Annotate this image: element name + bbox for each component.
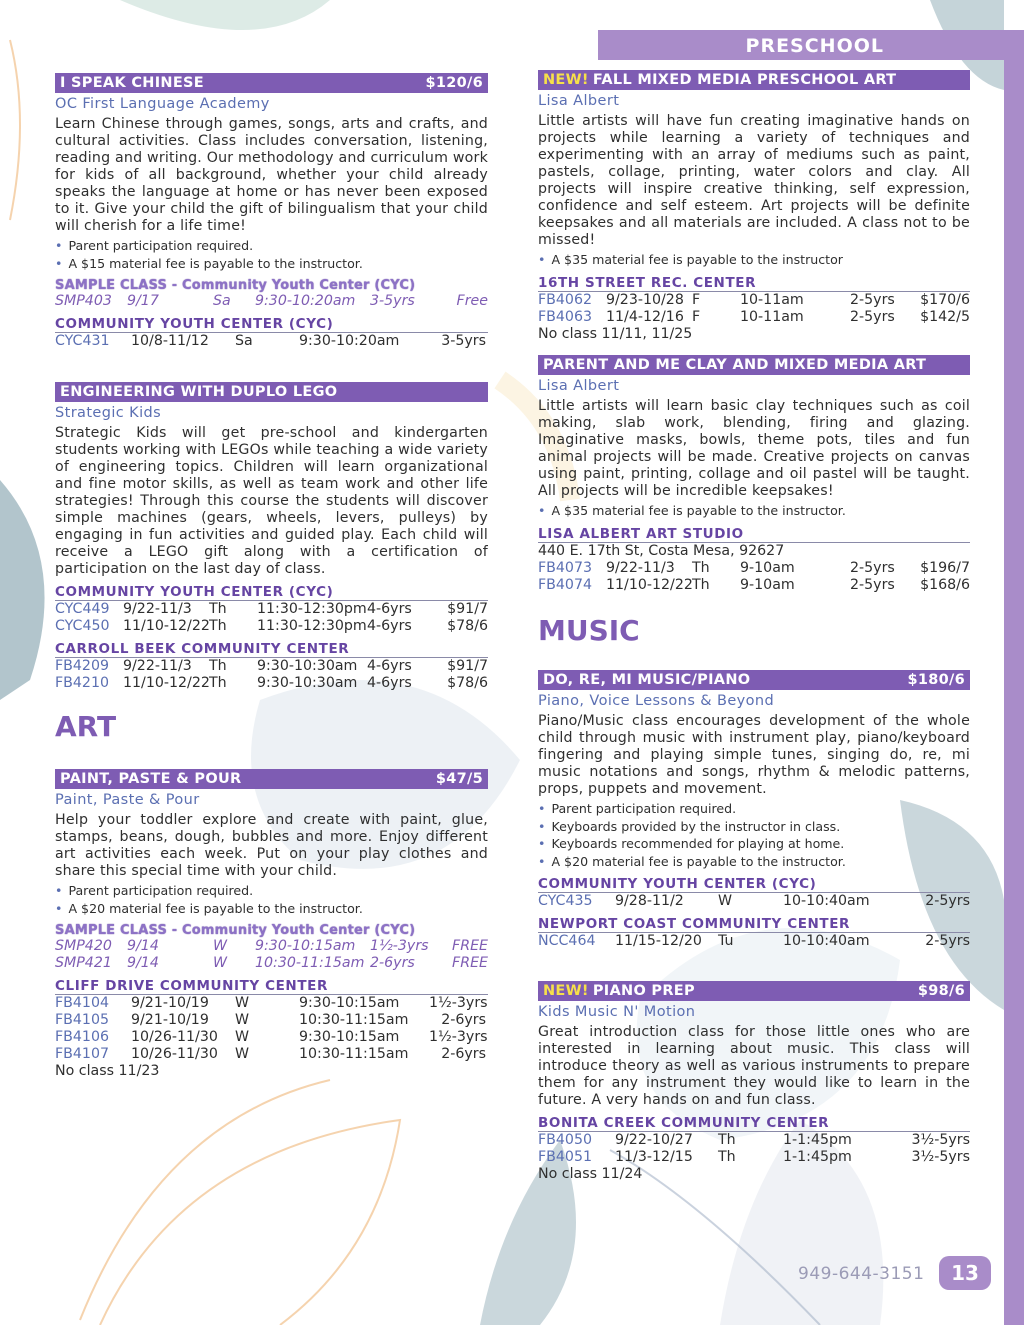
class-row: CYC450 11/10-12/22 Th 11:30-12:30pm 4-6yrs $78/6	[55, 618, 488, 634]
course-price: $120/6	[425, 75, 483, 91]
sample-class-row: SMP421 9/14 W 10:30-11:15am 2-6yrs FREE	[55, 955, 488, 971]
location-heading: NEWPORT COAST COMMUNITY CENTER	[538, 916, 970, 933]
location-heading: BONITA CREEK COMMUNITY CENTER	[538, 1115, 970, 1132]
class-row: FB4050 9/22-10/27 Th 1-1:45pm 3½-5yrs	[538, 1132, 970, 1148]
new-badge: NEW!	[543, 983, 589, 999]
class-row: FB4105 9/21-10/19 W 10:30-11:15am 2-6yrs	[55, 1012, 486, 1028]
class-row: CYC449 9/22-11/3 Th 11:30-12:30pm 4-6yrs $91/7	[55, 601, 488, 617]
location-heading: COMMUNITY YOUTH CENTER (CYC)	[55, 316, 488, 333]
course-price: $98/6	[917, 983, 965, 999]
course-notes	[538, 800, 970, 870]
location-heading: CLIFF DRIVE COMMUNITY CENTER	[55, 978, 488, 995]
course-do-re-mi	[538, 670, 970, 950]
course-description: Learn Chinese through games, songs, arts and crafts, and cultural activities. Class includes conversation, listening, reading and writing. Our methodology and curriculum work for kids of all background, whether your child already speaks the language at home or has never been exposed to it. Give your child the gift of bilingualism that your child will cherish for a life time!	[55, 116, 488, 234]
section-heading-art: ART	[55, 710, 117, 743]
class-row: FB4074 11/10-12/22 Th 9-10am 2-5yrs $168/6	[538, 576, 970, 593]
course-description: Little artists will learn basic clay techniques such as coil making, slab work, blending, firing and glazing. Imaginative masks, bowls, theme pots, tiles and fun animal projects will be made. Creative projects on canvas using paint, printing, collage and oil pastel will be taught. All projects will be incredible keepsakes!	[538, 398, 970, 499]
class-row: FB4073 9/22-11/3 Th 9-10am 2-5yrs $196/7	[538, 559, 970, 576]
sample-class-row: SMP420 9/14 W 9:30-10:15am 1½-3yrs FREE	[55, 938, 488, 954]
class-row: FB4210 11/10-12/22 Th 9:30-10:30am 4-6yrs $78/6	[55, 675, 488, 691]
course-description: Great introduction class for those little ones who are interested in learning about music. This class will introduce theory as well as various instruments to prepare them for any instrument they would like to learn in the future. A very hands on and fun class.	[538, 1024, 970, 1108]
no-class-note: No class 11/11, 11/25	[538, 325, 693, 342]
location-heading: CARROLL BEEK COMMUNITY CENTER	[55, 641, 488, 658]
class-row: FB4104 9/21-10/19 W 9:30-10:15am 1½-3yrs	[55, 995, 488, 1011]
class-row: FB4062 9/23-10/28 F 10-11am 2-5yrs $170/6	[538, 291, 970, 308]
no-class-note: No class 11/24	[538, 1166, 643, 1182]
course-title-bar	[55, 769, 488, 789]
class-row: FB4209 9/22-11/3 Th 9:30-10:30am 4-6yrs $91/7	[55, 658, 488, 674]
new-badge: NEW!	[543, 72, 589, 88]
course-note: • A $20 material fee is payable to the instructor.	[538, 853, 970, 871]
course-provider: Paint, Paste & Pour	[55, 792, 200, 808]
course-title: FALL MIXED MEDIA PRESCHOOL ART	[592, 72, 897, 88]
course-title: PIANO PREP	[592, 983, 695, 999]
course-title-bar	[538, 70, 970, 90]
course-note: • A $20 material fee is payable to the instructor.	[55, 900, 488, 918]
course-description: Strategic Kids will get pre-school and kindergarten students working with LEGOs while teaching a wide variety of engineering topics. Children will learn organizational and fine motor skills, as well as team work and other life strategies! Through this course the students will discover simple machines (gears, wheels, levers, pulleys) by engaging in fun activities and guided play. Each child will receive a LEGO gift along with a certification of participation on the last day of class.	[55, 425, 488, 577]
page-number: 13	[939, 1256, 991, 1290]
course-description: Little artists will have fun creating imaginative hands on projects while learning a variety of techniques and experimenting with an array of mediums such as paint, pastels, collage, printing, water colors and clay. All projects will inspire creative thinking, self expression, confidence and self esteem. Art projects will be definite keepsakes and all materials are included. A class not to be missed!	[538, 113, 970, 248]
course-notes	[55, 882, 488, 917]
course-title-bar	[538, 670, 970, 690]
class-row: FB4107 10/26-11/30 W 10:30-11:15am 2-6yrs	[55, 1046, 486, 1062]
course-parent-me-clay	[538, 355, 970, 594]
course-notes	[538, 502, 970, 520]
course-note: • A $35 material fee is payable to the instructor.	[538, 502, 970, 520]
sample-class-label: SAMPLE CLASS - Community Youth Center (CYC)	[55, 923, 416, 938]
course-price: $180/6	[907, 672, 965, 688]
course-title-bar	[55, 382, 488, 402]
sample-class-row: SMP403 9/17 Sa 9:30-10:20am 3-5yrs Free	[55, 293, 488, 309]
location-heading: LISA ALBERT ART STUDIO	[538, 526, 970, 543]
course-description: Piano/Music class encourages development of the whole child through music with instrument play, piano/keyboard fingering and playing simple tunes, singing do, re, mi music notations and songs, rhythm & melodic patterns, props, puppets and movement.	[538, 713, 970, 797]
class-row: FB4051 11/3-12/15 Th 1-1:45pm 3½-5yrs	[538, 1149, 970, 1165]
course-provider: Lisa Albert	[538, 93, 620, 109]
location-heading: COMMUNITY YOUTH CENTER (CYC)	[55, 584, 488, 601]
course-note: • A $15 material fee is payable to the instructor.	[55, 255, 488, 273]
location-address: 440 E. 17th St, Costa Mesa, 92627	[538, 542, 785, 559]
course-title: I SPEAK CHINESE	[60, 75, 204, 91]
location-heading: 16TH STREET REC. CENTER	[538, 275, 970, 292]
section-banner: PRESCHOOL	[598, 30, 1024, 60]
course-title: PAINT, PASTE & POUR	[60, 771, 242, 787]
course-price: $47/5	[435, 771, 483, 787]
course-description: Help your toddler explore and create with paint, glue, stamps, beans, dough, bubbles and more. Enjoy different art activities each week. Put on your play clothes and share this special time with your child.	[55, 812, 488, 879]
location-heading: COMMUNITY YOUTH CENTER (CYC)	[538, 876, 970, 893]
no-class-note: No class 11/23	[55, 1063, 160, 1079]
course-provider: Kids Music N' Motion	[538, 1004, 696, 1020]
course-fall-mixed-media	[538, 70, 970, 343]
course-note: • Parent participation required.	[538, 800, 970, 818]
section-heading-music: MUSIC	[538, 614, 640, 647]
course-title: PARENT AND ME CLAY AND MIXED MEDIA ART	[543, 357, 927, 373]
class-row: FB4106 10/26-11/30 W 9:30-10:15am 1½-3yrs	[55, 1029, 488, 1045]
sample-class-label: SAMPLE CLASS - Community Youth Center (CYC)	[55, 278, 416, 293]
course-note: • Keyboards provided by the instructor in class.	[538, 818, 970, 836]
course-title: ENGINEERING WITH DUPLO LEGO	[60, 384, 338, 400]
course-notes	[538, 251, 970, 269]
course-title-bar	[538, 355, 970, 375]
right-edge-strip	[1004, 30, 1024, 1325]
course-paint-paste-pour	[55, 769, 488, 1080]
class-row: CYC431 10/8-11/12 Sa 9:30-10:20am 3-5yrs	[55, 333, 486, 349]
course-piano-prep	[538, 981, 970, 1183]
class-row: NCC464 11/15-12/20 Tu 10-10:40am 2-5yrs	[538, 933, 970, 949]
class-row: FB4063 11/4-12/16 F 10-11am 2-5yrs $142/5	[538, 308, 970, 325]
class-row: CYC435 9/28-11/2 W 10-10:40am 2-5yrs	[538, 893, 970, 909]
course-note: • A $35 material fee is payable to the instructor	[538, 251, 970, 269]
course-note: • Parent participation required.	[55, 237, 488, 255]
course-notes	[55, 237, 488, 272]
course-provider: Strategic Kids	[55, 405, 162, 421]
course-provider: Lisa Albert	[538, 378, 620, 394]
course-i-speak-chinese	[55, 73, 488, 350]
course-title-bar	[55, 73, 488, 93]
course-note: • Keyboards recommended for playing at home.	[538, 835, 970, 853]
footer-phone: 949-644-3151	[798, 1264, 925, 1284]
course-note: • Parent participation required.	[55, 882, 488, 900]
course-provider: OC First Language Academy	[55, 96, 270, 112]
course-engineering-duplo-lego	[55, 382, 488, 692]
course-title-bar	[538, 981, 970, 1001]
course-provider: Piano, Voice Lessons & Beyond	[538, 693, 775, 709]
course-title: DO, RE, MI MUSIC/PIANO	[543, 672, 751, 688]
